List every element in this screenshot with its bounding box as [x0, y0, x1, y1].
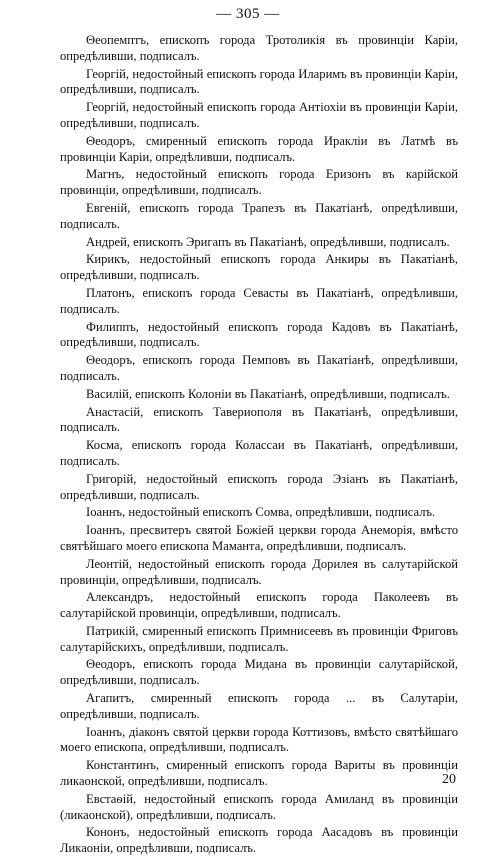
signatory-list — [60, 33, 458, 859]
signatory-entry: Георгій, недостойный епископъ города Иларимъ въ провинціи Каріи, опредѣливши, подписалъ. — [60, 66, 458, 97]
signatory-entry: Платонъ, епископъ города Севасты въ Пакатіанѣ, опредѣливши, подписалъ. — [60, 285, 458, 316]
signatory-entry: Магнъ, недостойный епископъ города Еризонъ въ карійской провинціи, опредѣливши, подписалъ. — [60, 167, 458, 198]
signatory-entry: Θеодоръ, смиренный епископъ города Иракліи въ Латмѣ въ провинціи Каріи, опредѣливши, подписалъ. — [60, 133, 458, 164]
signatory-entry: Василій, епископъ Колоніи въ Пакатіанѣ, опредѣливши, подписалъ. — [86, 386, 450, 401]
signatory-entry: Евстаѳій, недостойный епископъ города Амиланд въ провинціи (ликаонской), опредѣливши, подписалъ. — [60, 791, 458, 822]
signatory-entry: Константинъ, смиренный епископъ города Вариты въ провинціи ликаонской, опредѣливши, подписалъ. — [60, 758, 458, 789]
signatory-entry: Кирикъ, недостойный епископъ города Анкиры въ Пакатіанѣ, опредѣливши, подписалъ. — [60, 252, 458, 283]
signatory-entry: Іоаннъ, пресвитеръ святой Божіей церкви города Анеморія, вмѣсто святѣйшаго моего епископа Маманта, опредѣливши, подписалъ. — [60, 523, 458, 553]
signatory-entry: Леонтій, недостойный епископъ города Дорилея въ салутарійской провинціи, опредѣливши, подписалъ. — [60, 556, 458, 587]
signatory-entry: Θеопемптъ, епископъ города Тротоликія въ провинціи Каріи, опредѣливши, подписалъ. — [60, 33, 458, 63]
signatory-entry: Григорій, недостойный епископъ города Эзіанъ въ Пакатіанѣ, опредѣливши, подписалъ. — [60, 471, 458, 502]
signatory-entry: Филиппъ, недостойный епископъ города Кадовъ въ Пакатіанѣ, опредѣливши, подписалъ. — [60, 319, 458, 350]
signatory-entry: Іоаннъ, недостойный епископъ Сомва, опредѣливши, подписалъ. — [86, 505, 436, 520]
signatory-entry: Кононъ, недостойный епископъ города Аасадовъ въ провинціи Ликаоніи, опредѣливши, подписалъ. — [60, 825, 458, 856]
signatory-entry: Анастасій, епископъ Тавериополя въ Пакатіанѣ, опредѣливши, подписалъ. — [60, 404, 458, 435]
signatory-entry: Патрикій, смиренный епископъ Примнисеевъ въ провинціи Фриговъ салутарійскихъ, опредѣливши, подписалъ. — [60, 623, 458, 654]
signatory-entry: Андрей, епископъ Эригапъ въ Пакатіанѣ, опредѣливши, подписалъ. — [86, 234, 450, 249]
signatory-entry: Іоаннъ, діаконъ святой церкви города Коттизовъ, вмѣсто святѣйшаго моего епископа, опредѣливши, подписалъ. — [60, 724, 458, 755]
signatory-entry: Георгій, недостойный епископъ города Антіохіи въ провинціи Каріи, опредѣливши, подписалъ. — [60, 100, 458, 130]
signatory-entry: Косма, епископъ города Колассаи въ Пакатіанѣ, опредѣливши, подписалъ. — [60, 438, 458, 468]
signatory-entry: Евгеній, епископъ города Трапезъ въ Пакатіанѣ, опредѣливши, подписалъ. — [60, 200, 458, 231]
signatory-entry: Александръ, недостойный епископъ города Паколеевъ въ салутарійской провинціи, опредѣливши, подписалъ. — [60, 590, 458, 621]
page-number: — 305 — — [216, 6, 280, 22]
signatory-entry: Θеодоръ, епископъ города Пемповъ въ Пакатіанѣ, опредѣливши, подписалъ. — [60, 353, 458, 383]
printer-signature-mark: 20 — [442, 772, 456, 787]
signatory-entry: Θеодоръ, епископъ города Мидана въ провинціи салутарійской, опредѣливши, подписалъ. — [60, 657, 458, 688]
signatory-entry: Агапитъ, смиренный епископъ города ... въ Салутаріи, опредѣливши, подписалъ. — [60, 691, 458, 721]
